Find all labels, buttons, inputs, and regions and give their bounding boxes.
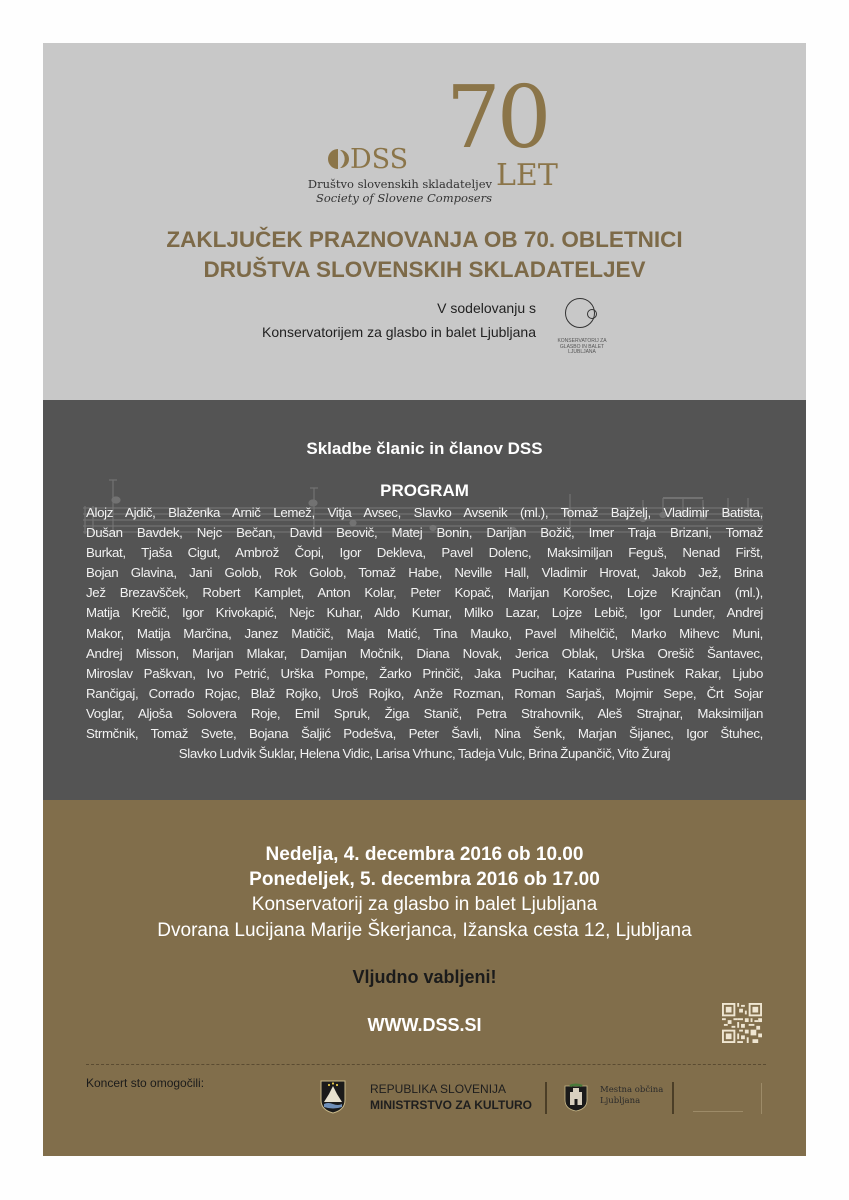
sponsor-placeholder-line — [693, 1111, 743, 1112]
city-line2: Ljubljana — [600, 1096, 641, 1107]
logo-let: LET — [496, 158, 558, 193]
conservatory-logo — [554, 298, 610, 358]
cons-logo-line3: LJUBLJANA — [568, 349, 596, 355]
event-address: Dvorana Lucijana Marije Škerjanca, Ižanska cesta 12, Ljubljana — [157, 920, 692, 941]
concentric-circle-icon — [565, 298, 595, 328]
collab-partner: Konservatorijem za glasbo in balet Ljubljana — [262, 324, 536, 340]
composer-line: Miroslav Paškvan, Ivo Petrić, Urška Pompe, Žarko Prinčič, Jaka Pucihar, Katarina Pustinek Rakar, Ljubo — [86, 665, 763, 681]
poster — [43, 43, 806, 1156]
program-subtitle: Skladbe članic in članov DSS — [306, 439, 543, 458]
event-venue: Konservatorij za glasbo in balet Ljubljana — [251, 894, 598, 915]
composer-line: Jež Brezavšček, Robert Kamplet, Anton Kolar, Peter Kopač, Marijan Korošec, Lojze Krajnčan (ml.), — [86, 585, 763, 601]
event-date-1: Nedelja, 4. decembra 2016 ob 10.00 — [265, 844, 584, 865]
program-heading: PROGRAM — [380, 481, 469, 500]
header-band — [43, 43, 806, 400]
event-title-line1: ZAKLJUČEK PRAZNOVANJA OB 70. OBLETNICI — [166, 227, 683, 252]
coat-of-arms-icon — [320, 1080, 346, 1114]
half-circle-mark-icon — [326, 147, 350, 171]
logo-acronym: DSS — [350, 144, 409, 175]
city-name — [600, 1085, 663, 1107]
event-title-line2: DRUŠTVA SLOVENSKIH SKLADATELJEV — [203, 257, 646, 282]
composer-line: Matija Krečič, Igor Krivokapić, Nejc Kuhar, Aldo Kumar, Milko Lazar, Lojze Lebič, Igor Lunder, Andrej — [86, 605, 763, 621]
website-link[interactable]: WWW.DSS.SI — [367, 1015, 482, 1035]
composer-line: Andrej Misson, Marijan Mlakar, Damijan Močnik, Diana Novak, Jerica Oblak, Urška Orešič Šantavec, — [86, 645, 763, 661]
composer-line: Dušan Bavdek, Nejc Bečan, David Beovič, Matej Bonin, Darijan Božič, Imer Traja Brizani, Tomaž — [86, 525, 763, 541]
event-date-2: Ponedeljek, 5. decembra 2016 ob 17.00 — [249, 869, 600, 890]
cons-logo-line1: KONSERVATORIJ ZA — [557, 338, 607, 344]
composer-line: Strmčnik, Tomaž Svete, Bojana Šaljić Podešva, Peter Šavli, Nina Šenk, Marjan Šijanec, Igor Štuhec, — [86, 726, 763, 742]
ministry-line1: REPUBLIKA SLOVENIJA — [370, 1082, 507, 1096]
collab-text: V sodelovanju s — [437, 300, 536, 316]
sponsor-separator — [672, 1082, 674, 1114]
program-band — [43, 400, 806, 800]
divider — [86, 1064, 766, 1065]
sponsors-label: Koncert sto omogočili: — [86, 1076, 205, 1090]
composer-line: Voglar, Aljoša Solovera Roje, Emil Spruk, Žiga Stanič, Petra Strahovnik, Aleš Strajnar, Maksimiljan — [86, 705, 763, 721]
composer-line: Rančigaj, Corrado Rojac, Blaž Rojko, Uroš Rojko, Anže Rozman, Roman Sarjaš, Mojmir Sepe, Črt Sojar — [86, 685, 763, 701]
ministry-line2: MINISTRSTVO ZA KULTURO — [370, 1098, 532, 1112]
composer-line: Makor, Matija Marčina, Janez Matičič, Maja Matić, Tina Mauko, Pavel Mihelčič, Marko Mihevc Muni, — [86, 625, 763, 641]
composer-line: Bojan Glavina, Jani Golob, Rok Golob, Tomaž Habe, Neville Hall, Vladimir Hrovat, Jakob Jež, Brina — [86, 565, 763, 581]
sponsor-placeholder — [691, 1083, 762, 1114]
city-line1: Mestna občina — [600, 1085, 664, 1095]
composer-line: Slavko Ludvik Šuklar, Helena Vidic, Larisa Vrhunc, Tadeja Vulc, Brina Župančič, Vito Žuraj — [178, 746, 671, 762]
logo-number: 70 — [446, 68, 548, 168]
composer-list — [86, 503, 763, 764]
logo-name-slovene: Društvo slovenskih skladateljev — [307, 177, 492, 191]
logo-name-english: Society of Slovene Composers — [315, 191, 492, 205]
cons-logo-line2: GLASBO IN BALET — [559, 343, 605, 350]
invitation-text: Vljudno vabljeni! — [352, 967, 497, 987]
composer-line: Alojz Ajdič, Blaženka Arnič Lemež, Vitja Avsec, Slavko Avsenik (ml.), Tomaž Bajželj, Vladimir Batista, — [86, 505, 763, 520]
sponsor-separator — [545, 1082, 547, 1114]
composer-line: Burkat, Tjaša Cigut, Ambrož Čopi, Igor Dekleva, Pavel Dolenc, Maksimiljan Feguš, Nenad Firšt, — [86, 545, 763, 561]
qr-code-icon[interactable] — [722, 1003, 762, 1043]
castle-coat-of-arms-icon — [564, 1082, 588, 1112]
